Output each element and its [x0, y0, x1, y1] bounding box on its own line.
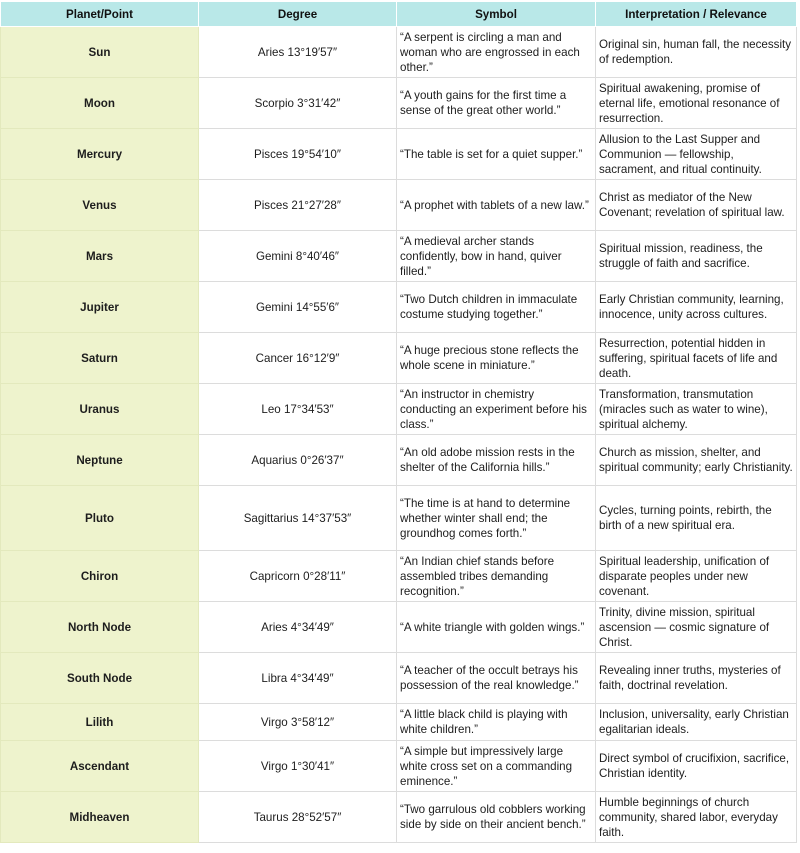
- interpretation-cell: Original sin, human fall, the necessity of redemption.: [596, 27, 797, 78]
- planet-cell: Ascendant: [1, 741, 199, 792]
- table-row: [1, 27, 797, 78]
- table-row: [1, 384, 797, 435]
- symbol-cell: “A little black child is playing with white children.”: [397, 704, 596, 741]
- table-row: [1, 180, 797, 231]
- interpretation-cell: Humble beginnings of church community, shared labor, everyday faith.: [596, 792, 797, 843]
- symbol-cell: “An instructor in chemistry conducting an experiment before his class.”: [397, 384, 596, 435]
- degree-cell: Sagittarius 14°37′53″: [199, 486, 397, 551]
- degree-cell: Aquarius 0°26′37″: [199, 435, 397, 486]
- planet-cell: Mars: [1, 231, 199, 282]
- planet-cell: Pluto: [1, 486, 199, 551]
- degree-cell: Leo 17°34′53″: [199, 384, 397, 435]
- planet-cell: Lilith: [1, 704, 199, 741]
- degree-cell: Libra 4°34′49″: [199, 653, 397, 704]
- degree-cell: Pisces 21°27′28″: [199, 180, 397, 231]
- table-row: [1, 231, 797, 282]
- symbol-cell: “A medieval archer stands confidently, bow in hand, quiver filled.”: [397, 231, 596, 282]
- symbol-cell: “An Indian chief stands before assembled tribes demanding recognition.”: [397, 551, 596, 602]
- table-row: [1, 78, 797, 129]
- interpretation-cell: Transformation, transmutation (miracles such as water to wine), spiritual alchemy.: [596, 384, 797, 435]
- degree-cell: Taurus 28°52′57″: [199, 792, 397, 843]
- table-row: [1, 653, 797, 704]
- interpretation-cell: Christ as mediator of the New Covenant; revelation of spiritual law.: [596, 180, 797, 231]
- symbol-cell: “A simple but impressively large white cross set on a commanding eminence.”: [397, 741, 596, 792]
- symbol-cell: “A white triangle with golden wings.”: [397, 602, 596, 653]
- symbol-cell: “A serpent is circling a man and woman who are engrossed in each other.”: [397, 27, 596, 78]
- symbol-cell: “The table is set for a quiet supper.”: [397, 129, 596, 180]
- symbol-cell: “Two garrulous old cobblers working side by side on their ancient bench.”: [397, 792, 596, 843]
- degree-cell: Gemini 8°40′46″: [199, 231, 397, 282]
- table-row: [1, 486, 797, 551]
- planet-cell: Sun: [1, 27, 199, 78]
- header-symbol: Symbol: [397, 2, 596, 27]
- planet-cell: Saturn: [1, 333, 199, 384]
- table-row: [1, 333, 797, 384]
- degree-cell: Virgo 3°58′12″: [199, 704, 397, 741]
- degree-cell: Aries 4°34′49″: [199, 602, 397, 653]
- planet-cell: North Node: [1, 602, 199, 653]
- table-row: [1, 741, 797, 792]
- symbol-cell: “An old adobe mission rests in the shelter of the California hills.”: [397, 435, 596, 486]
- interpretation-cell: Spiritual leadership, unification of disparate peoples under new covenant.: [596, 551, 797, 602]
- interpretation-cell: Church as mission, shelter, and spiritual community; early Christianity.: [596, 435, 797, 486]
- planet-cell: Uranus: [1, 384, 199, 435]
- interpretation-cell: Early Christian community, learning, innocence, unity across cultures.: [596, 282, 797, 333]
- interpretation-cell: Spiritual mission, readiness, the struggle of faith and sacrifice.: [596, 231, 797, 282]
- planet-cell: Moon: [1, 78, 199, 129]
- planet-cell: Chiron: [1, 551, 199, 602]
- table-row: [1, 435, 797, 486]
- degree-cell: Cancer 16°12′9″: [199, 333, 397, 384]
- table-row: [1, 792, 797, 843]
- degree-cell: Capricorn 0°28′11″: [199, 551, 397, 602]
- table-row: [1, 704, 797, 741]
- symbol-cell: “A prophet with tablets of a new law.”: [397, 180, 596, 231]
- symbol-cell: “A youth gains for the first time a sense of the great other world.”: [397, 78, 596, 129]
- table-row: [1, 551, 797, 602]
- planet-cell: Neptune: [1, 435, 199, 486]
- interpretation-cell: Direct symbol of crucifixion, sacrifice, Christian identity.: [596, 741, 797, 792]
- planet-cell: Mercury: [1, 129, 199, 180]
- symbol-cell: “A huge precious stone reflects the whole scene in miniature.”: [397, 333, 596, 384]
- interpretation-cell: Resurrection, potential hidden in suffering, spiritual facets of life and death.: [596, 333, 797, 384]
- degree-cell: Gemini 14°55′6″: [199, 282, 397, 333]
- degree-cell: Virgo 1°30′41″: [199, 741, 397, 792]
- symbol-cell: “The time is at hand to determine whether winter shall end; the groundhog comes forth.”: [397, 486, 596, 551]
- degree-cell: Aries 13°19′57″: [199, 27, 397, 78]
- planet-cell: South Node: [1, 653, 199, 704]
- table-row: [1, 129, 797, 180]
- header-planet: Planet/Point: [1, 2, 199, 27]
- header-degree: Degree: [199, 2, 397, 27]
- header-row: [1, 2, 797, 27]
- degree-cell: Pisces 19°54′10″: [199, 129, 397, 180]
- planet-symbol-table: [0, 1, 797, 843]
- interpretation-cell: Allusion to the Last Supper and Communion — fellowship, sacrament, and ritual continuity.: [596, 129, 797, 180]
- header-interpretation: Interpretation / Relevance: [596, 2, 797, 27]
- interpretation-cell: Inclusion, universality, early Christian egalitarian ideals.: [596, 704, 797, 741]
- planet-cell: Midheaven: [1, 792, 199, 843]
- table-row: [1, 282, 797, 333]
- symbol-cell: “A teacher of the occult betrays his possession of the real knowledge.”: [397, 653, 596, 704]
- interpretation-cell: Trinity, divine mission, spiritual ascension — cosmic signature of Christ.: [596, 602, 797, 653]
- interpretation-cell: Cycles, turning points, rebirth, the birth of a new spiritual era.: [596, 486, 797, 551]
- interpretation-cell: Spiritual awakening, promise of eternal life, emotional resonance of resurrection.: [596, 78, 797, 129]
- degree-cell: Scorpio 3°31′42″: [199, 78, 397, 129]
- planet-cell: Jupiter: [1, 282, 199, 333]
- planet-cell: Venus: [1, 180, 199, 231]
- symbol-cell: “Two Dutch children in immaculate costume studying together.”: [397, 282, 596, 333]
- interpretation-cell: Revealing inner truths, mysteries of faith, doctrinal revelation.: [596, 653, 797, 704]
- table-row: [1, 602, 797, 653]
